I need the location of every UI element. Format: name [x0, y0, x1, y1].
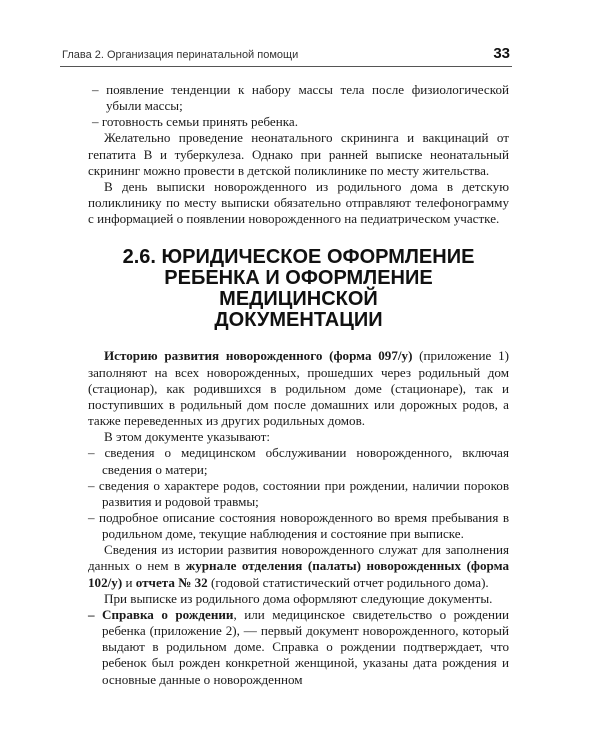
list-item: – сведения о медицинском обслуживании новорожденного, включая сведения о матери; [88, 445, 509, 477]
list-item: – появление тенденции к набору массы тела после физиологической убыли массы; [92, 82, 509, 114]
paragraph: Желательно проведение неонатального скрининга и вакцинаций от гепатита В и туберкулеза. Однако при ранней выписке неонатальный скрининг можно провести в детской поликлинике по месту жительства. [88, 130, 509, 178]
page-number: 33 [493, 45, 510, 62]
heading-line: РЕБЕНКА И ОФОРМЛЕНИЕ МЕДИЦИНСКОЙ [164, 267, 433, 311]
chapter-title: Глава 2. Организация перинатальной помощи [62, 49, 299, 61]
text-run: и [122, 574, 136, 590]
bold-term: – Справка о рождении [88, 606, 234, 622]
text-run: (годовой статистический отчет родильного дома). [207, 574, 489, 590]
paragraph: В день выписки новорожденного из родильного дома в детскую поликлинику по месту выписки обязательно отправляют телефонограмму с информацией о появлении новорожденного на педиатрическом участке. [88, 178, 509, 227]
list-item [88, 607, 509, 688]
heading-line: 2.6. ЮРИДИЧЕСКОЕ ОФОРМЛЕНИЕ [122, 246, 475, 269]
paragraph [88, 348, 509, 429]
list-item: – готовность семьи принять ребенка. [92, 114, 298, 130]
paragraph: В этом документе указывают: [104, 429, 270, 445]
bold-term: Историю развития новорожденного (форма 097/у) [104, 348, 413, 364]
text-run: Сведения из истории развития новорожденного служат для заполнения данных о нем в [88, 542, 509, 574]
page-body [88, 82, 509, 688]
paragraph [88, 542, 509, 590]
heading-line: ДОКУМЕНТАЦИИ [214, 309, 383, 332]
running-header [60, 46, 512, 67]
section-heading [88, 247, 509, 331]
paragraph: При выписке из родильного дома оформляют следующие документы. [104, 590, 493, 606]
bold-term: отчета № 32 [135, 574, 208, 590]
list-item: – подробное описание состояния новорожденного во время пребывания в родильном доме, текущие наблюдения и состояние при выписке. [88, 509, 509, 542]
list-item: – сведения о характере родов, состоянии при рождении, наличии пороков развития и родовой травмы; [88, 477, 509, 509]
text-run: (приложение 1) заполняют на всех новорожденных, прошедших через родильный дом (стационар), как родившихся в родильном доме (стационаре), так и поступивших в родильный дом после домашних или дорожных родов, а также переведенных из других родильных домов. [88, 348, 509, 429]
bold-term: журнале отделения (палаты) новорожденных (форма 102/у) [88, 558, 509, 590]
text-run: , или медицинское свидетельство о рождении ребенка (приложение 2), — первый документ новорожденного, который выдают в родильном доме. Справка о рождении подтверждает, что ребенок был рожден конкретной женщиной, указаны дата рождения и основные данные о новорожденном [102, 606, 509, 687]
